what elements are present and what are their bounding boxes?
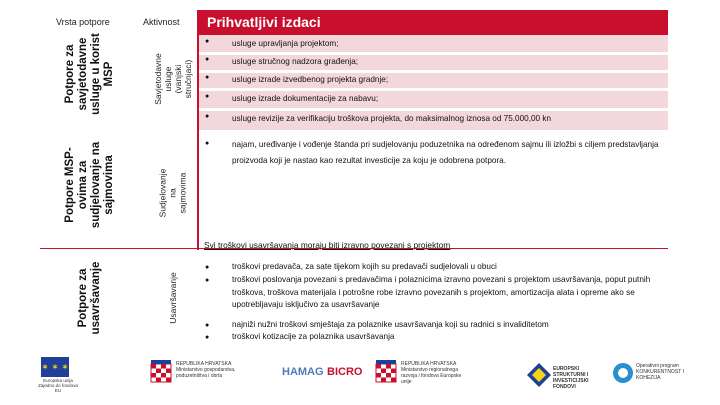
list-item: usluge izrade dokumentacije za nabavu; (232, 94, 379, 103)
list-item: usluge izrade izvedbenog projekta gradnje; (232, 75, 389, 84)
ministry-regional-logo-text: REPUBLIKA HRVATSKA Ministarstvo regionalnoga razvoja i fondova Europske unije (401, 361, 462, 385)
bullet-icon: ● (205, 113, 210, 120)
table-header-title (199, 10, 668, 35)
bicro-logo: BICRO (327, 366, 363, 378)
bullet-icon: ● (205, 277, 210, 284)
bullet-icon: ● (205, 38, 210, 45)
bullet-icon: ● (205, 264, 210, 271)
list-item: najniži nužni troškovi smještaja za polaznike usavršavanja koji su radnici s invaliditetom (232, 320, 549, 329)
section3-note: Svi troškovi usavršavanja moraju biti izravno povezani s projektom (204, 240, 451, 250)
eu-caption: Europska unija Zajedno do fondova EU (38, 378, 78, 393)
column-divider (197, 10, 199, 250)
section2-category (45, 130, 135, 240)
col-activity-label: Aktivnost (143, 17, 180, 27)
section3-category (45, 252, 135, 344)
section1-activity-text: Savjetodavne usluge (vanjski stručnjaci) (152, 53, 193, 105)
ministry-economy-logo-text: REPUBLIKA HRVATSKA Ministarstvo gospodarstva, poduzetništva i obrta (176, 361, 236, 379)
section3-category-text: Potpore za usavršavanje (77, 261, 102, 335)
esif-logo-icon (526, 362, 552, 388)
bullet-icon: ● (205, 56, 210, 63)
bullet-icon: ● (205, 334, 210, 341)
page-title: Prihvatljivi izdaci (207, 14, 321, 30)
list-item: troškovi predavača, za sate tijekom kojih su predavači sudjelovali u obuci (232, 262, 497, 271)
section1-category (45, 18, 135, 130)
esif-logo-text: EUROPSKI STRUKTURNI I INVESTICIJSKI FONDOVI (553, 366, 589, 390)
section3-activity-text: Usavršavanje (167, 272, 178, 324)
section2-category-text: Potpore MSP-ovima za sudjelovanje na sajmovima (64, 141, 115, 229)
section2-activity (155, 140, 190, 245)
bullet-icon: ● (205, 93, 210, 100)
list-item: usluge revizije za verifikaciju troškova projekta, do maksimalnog iznosa od 75.000,00 kn (232, 114, 552, 123)
list-item: troškovi kotizacije za polaznika usavršavanja (232, 332, 395, 341)
section2-activity-text: Sudjelovanje na sajmovima (157, 168, 188, 217)
col-type-label: Vrsta potpore (56, 17, 110, 27)
section2-paragraph: najam, uređivanje i vođenje štanda pri sudjelovanju poduzetnika na određenom sajmu ili izložbi s ciljem predstavljanja proizvoda koji je nastao kao rezultat investicije za koju je odobrena potpora. (232, 140, 659, 165)
list-item: usluge stručnog nadzora građenja; (232, 57, 359, 66)
hamag-logo: HAMAG (282, 366, 324, 378)
eu-flag-icon: ✶ ✶ ✶ (41, 357, 69, 377)
croatia-coat-of-arms-icon (150, 360, 172, 384)
bullet-icon: ● (205, 140, 210, 147)
bullet-icon: ● (205, 74, 210, 81)
section1-category-text: Potpore za savjetodavne usluge u korist MSP (64, 33, 115, 115)
section3-activity (155, 252, 190, 344)
op-logo-text: Operativni program KONKURENTNOST I KOHEZIJA (636, 363, 684, 381)
list-item: usluge upravljanja projektom; (232, 39, 339, 48)
section1-activity (152, 18, 193, 140)
bullet-icon: ● (205, 322, 210, 329)
list-item: troškovi poslovanja povezani s predavačima i polaznicima izravno povezani s projektom usavršavanja, poput putnih troškova, troškova materijala i potrošne robe izravno povezanih s projektom, amortizacija alata i opreme ako se upotrebljavaju isključivo za usavršavanje (232, 275, 651, 309)
op-logo-icon (612, 362, 634, 384)
croatia-coat-of-arms-icon (375, 360, 397, 384)
